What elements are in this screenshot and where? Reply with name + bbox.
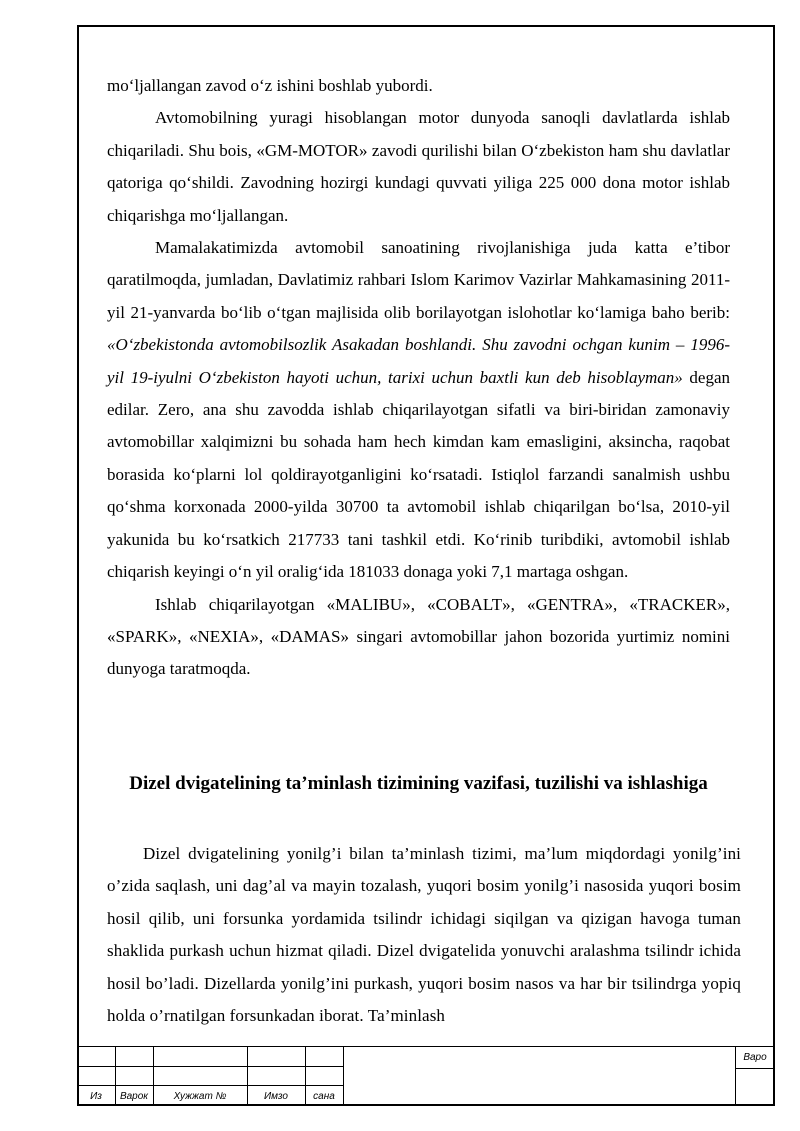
stamp-label-doc-no: Хужжат № (173, 1091, 227, 1102)
stamp-label-izm: Из (90, 1091, 102, 1102)
stamp-label-sheet: Варо (743, 1052, 767, 1063)
paragraph-continuation: mo‘ljallangan zavod o‘z ishini boshlab yubordi. (107, 76, 433, 95)
paragraph-industry (107, 232, 730, 588)
body-text-top (107, 70, 730, 686)
title-block-stamp (77, 1046, 775, 1106)
stamp-label-date: сана (313, 1091, 335, 1102)
section-heading: Dizel dvigatelining ta’minlash tizimining vazifasi, tuzilishi va ishlashiga (129, 773, 708, 794)
president-quote: «O‘zbekistonda avtomobilsozlik Asakadan boshlandi. Shu zavodni ochgan kunim – 1996-yil 19-iyulni O‘zbekiston hayoti uchun, tarixi uchun baxtli kun deb hisoblayman» (107, 335, 730, 387)
paragraph-diesel-fuel-system: Dizel dvigatelining yonilg’i bilan ta’minlash tizimi, ma’lum miqdordagi yonilg’ini o’zida saqlash, uni dag’al va mayin tozalash, yuqori bosim yonilg’i nasosida yuqori bosim hosil qilib, uni forsunka yordamida tsilindr ichidagi siqilgan va qizigan havoga tuman shaklida purkash uchun hizmat qiladi. Dizel dvigatelida yonuvchi aralashma tsilindr ichida hosil bo’ladi. Dizellarda yonilg’ini purkash, yuqori bosim nasos va har bir tsilindrga yopiq holda o’rnatilgan forsunkadan iborat. Ta’minlash (107, 844, 741, 1026)
paragraph-motor: Avtomobilning yuragi hisoblangan motor dunyoda sanoqli davlatlarda ishlab chiqariladi. Shu bois, «GM-MOTOR» zavodi qurilishi bilan O‘zbekiston ham shu davlatlar qatoriga qo‘shildi. Zavodning hozirgi kundagi quvvati yiliga 225 000 dona motor ishlab chiqarishga mo‘ljallangan. (107, 108, 730, 225)
stamp-label-varok: Варок (119, 1091, 149, 1102)
stamp-label-signature: Имзо (264, 1091, 288, 1102)
paragraph-industry-part2: degan edilar. Zero, ana shu zavodda ishlab chiqarilayotgan sifatli va biri-biridan zamonaviy avtomobillar xalqimizni bu sohada ham hech kimdan kam emasligini, aksincha, raqobat borasida ko‘plarni lol qoldirayotganligini ko‘rsatadi. Istiqlol farzandi sanalmish ushbu qo‘shma korxonada 2000-yilda 30700 ta avtomobil ishlab chiqarilgan bo‘lsa, 2010-yil yakunida bu ko‘rsatkich 217733 tani tashkil etdi. Ko‘rinib turibdiki, avtomobil ishlab chiqarish keyingi o‘n yil oralig‘ida 181033 donaga yoki 7,1 martaga oshgan. (107, 367, 730, 582)
stamp-sheet-line (735, 1068, 775, 1069)
paragraph-models: Ishlab chiqarilayotgan «MALIBU», «COBALT», «GENTRA», «TRACKER», «SPARK», «NEXIA», «DAMAS» singari avtomobillar jahon bozorida yurtimiz nomini dunyoga taratmoqda. (107, 594, 730, 679)
paragraph-industry-part1: Mamalakatimizda avtomobil sanoatining rivojlanishiga juda katta e’tibor qaratilmoqda, jumladan, Davlatimiz rahbari Islom Karimov Vazirlar Mahkamasining 2011-yil 21-yanvarda bo‘lib o‘tgan majlisida olib borilayotgan islohotlar ko‘lamiga baho berib: (107, 238, 730, 322)
stamp-row-line-1 (77, 1066, 344, 1067)
stamp-row-line-2 (77, 1085, 344, 1086)
stamp-col-5 (343, 1046, 344, 1106)
body-text-bottom (107, 838, 741, 1032)
stamp-top-line (77, 1046, 775, 1047)
